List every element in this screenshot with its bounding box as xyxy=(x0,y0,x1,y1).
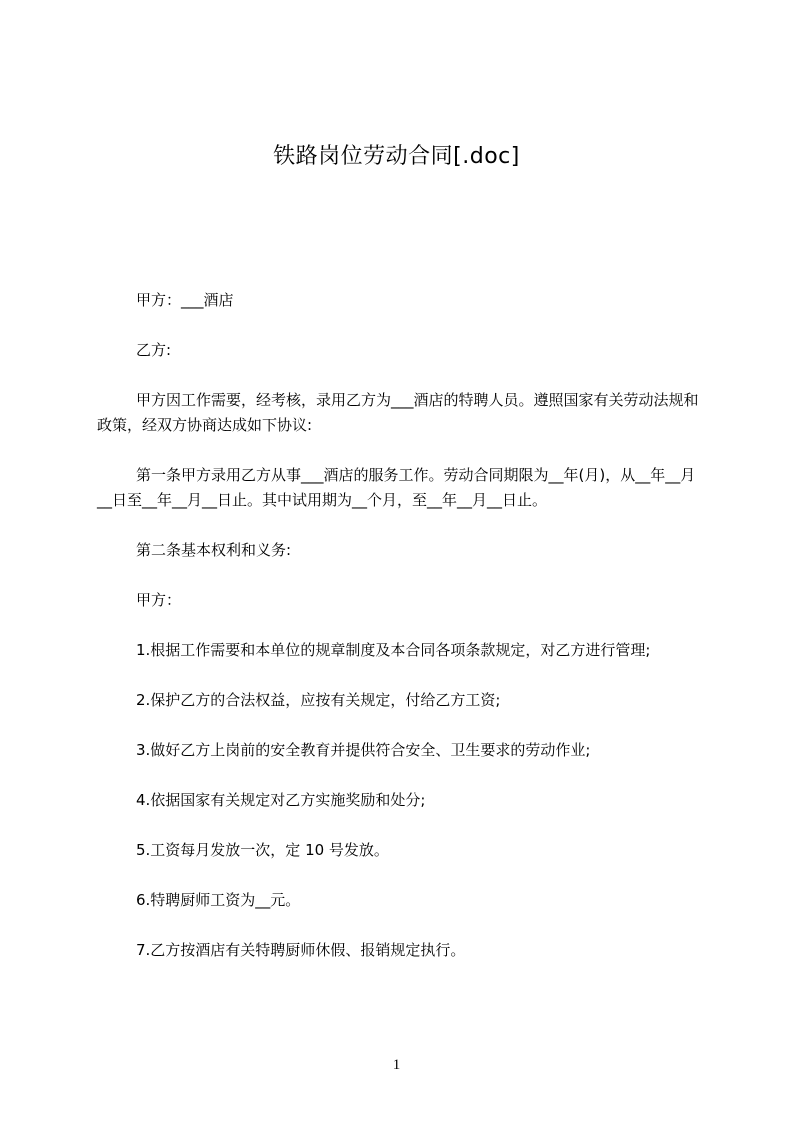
party-a-line: 甲方：___酒店 xyxy=(136,291,234,309)
preamble-paragraph: 甲方因工作需要，经考核，录用乙方为___酒店的特聘人员。遵照国家有关劳动法规和政策，经双方协商达成如下协议: xyxy=(97,391,699,434)
party-b-line: 乙方: xyxy=(136,341,172,359)
clause-1: 1.根据工作需要和本单位的规章制度及本合同各项条款规定，对乙方进行管理; xyxy=(136,641,651,659)
article-2-heading: 第二条基本权利和义务: xyxy=(136,541,292,559)
clause-5: 5.工资每月发放一次，定 10 号发放。 xyxy=(136,841,389,859)
clause-2: 2.保护乙方的合法权益，应按有关规定，付给乙方工资; xyxy=(136,691,501,709)
clause-6: 6.特聘厨师工资为__元。 xyxy=(136,891,301,909)
page-number: 1 xyxy=(392,1057,401,1073)
party-a-heading: 甲方： xyxy=(136,591,182,609)
article-1-paragraph: 第一条甲方录用乙方从事___酒店的服务工作。劳动合同期限为__年(月)，从__年__月__日至__年__月__日止。其中试用期为__个月，至__年__月__日止。 xyxy=(97,466,696,509)
clause-7: 7.乙方按酒店有关特聘厨师休假、报销规定执行。 xyxy=(136,941,466,959)
document-body xyxy=(97,288,701,963)
clause-4: 4.依据国家有关规定对乙方实施奖励和处分; xyxy=(136,791,426,809)
document-title: 铁路岗位劳动合同[.doc] xyxy=(273,144,520,169)
clause-3: 3.做好乙方上岗前的安全教育并提供符合安全、卫生要求的劳动作业; xyxy=(136,741,591,759)
